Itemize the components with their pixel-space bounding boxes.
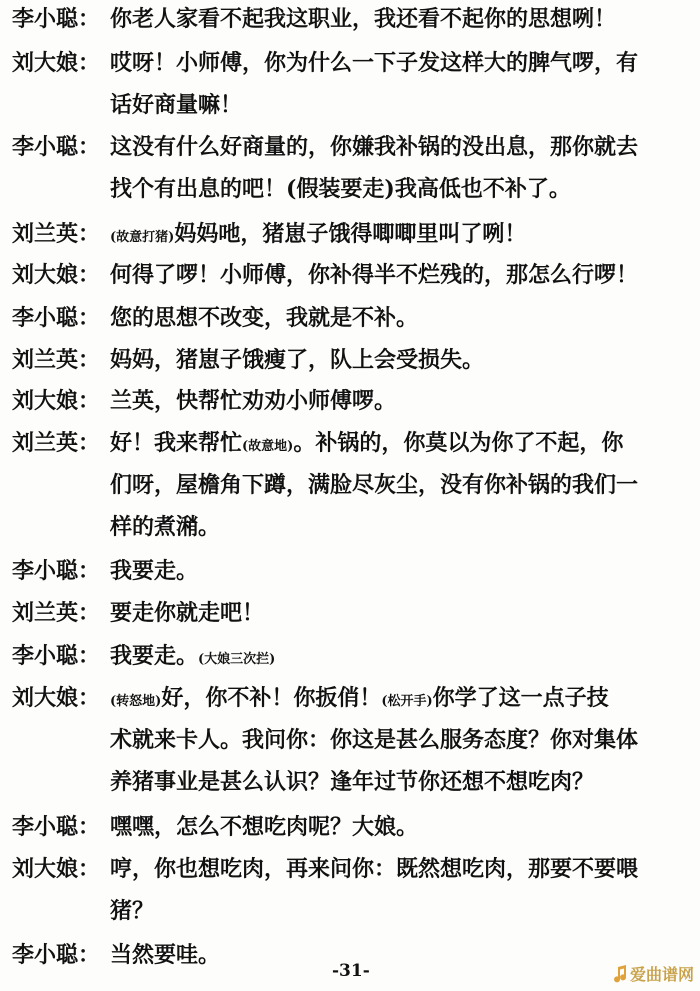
dialogue-continuation: 们呀，屋檐角下蹲，满脸尽灰尘，没有你补锅的我们一 [110,472,639,498]
dialogue-text [110,262,638,288]
dialogue-segment: 哼，你也想吃肉，再来问你：既然想吃肉，那要不要喂 [110,856,639,882]
stage-direction: (松开手) [381,694,433,709]
stage-direction: (故意打猪) [110,230,175,245]
dialogue-text [110,814,418,840]
dialogue-text [110,558,198,584]
speaker-name: 李小聪： [12,6,101,32]
dialogue-continuation: 话好商量嘛！ [110,92,243,118]
speaker-name: 李小聪： [12,558,101,584]
dialogue-segment: 嘿嘿，怎么不想吃肉呢？大娘。 [110,814,419,840]
dialogue-continuation: 找个有出息的吧！(假装要走)我高低也不补了。 [110,176,571,202]
dialogue-segment: 你学了这一点子技 [432,685,609,711]
page-number: -31- [332,961,370,981]
music-note-icon [612,965,628,983]
speaker-name: 李小聪： [12,814,101,840]
dialogue-segment: 要走你就走吧！ [110,600,265,626]
dialogue-continuation: 猪？ [110,898,155,924]
dialogue-segment: 您的思想不改变，我就是不补。 [110,305,419,331]
dialogue-segment: 哎呀！小师傅，你为什么一下子发这样大的脾气啰，有 [110,50,639,76]
site-watermark [612,962,694,985]
dialogue-segment: 好！我来帮忙 [110,430,243,456]
dialogue-text [110,221,526,251]
dialogue-text [110,430,623,460]
dialogue-segment: 。补锅的，你莫以为你了不起，你 [293,430,624,456]
stage-direction: (故意地) [242,439,294,454]
dialogue-continuation: 术就来卡人。我问你：你这是甚么服务态度？你对集体 [110,727,639,753]
dialogue-continuation: 样的煮潲。 [110,514,221,540]
dialogue-text [110,600,264,626]
speaker-name: 刘兰英： [12,430,101,456]
dialogue-text [110,50,638,76]
speaker-name: 刘大娘： [12,50,101,76]
dialogue-segment: 我要走。 [110,643,199,669]
stage-direction: (大娘三次拦) [198,652,276,667]
dialogue-segment: 你老人家看不起我这职业，我还看不起你的思想咧！ [110,6,617,32]
speaker-name: 刘兰英： [12,600,101,626]
dialogue-text [110,347,484,373]
dialogue-continuation: 养猪事业是甚么认识？逢年过节你还想不想吃肉？ [110,769,595,795]
stage-direction: (转怒地) [110,694,162,709]
speaker-name: 李小聪： [12,643,101,669]
watermark-text: 爱曲谱网 [629,965,694,984]
dialogue-segment: 妈妈吔，猪崽子饿得唧唧里叫了咧！ [174,221,527,247]
dialogue-segment: 妈妈，猪崽子饿瘦了，队上会受损失。 [110,347,485,373]
dialogue-segment: 当然要哇。 [110,942,221,968]
dialogue-segment: 我要走。 [110,558,199,584]
speaker-name: 刘大娘： [12,262,101,288]
dialogue-text [110,643,275,673]
speaker-name: 李小聪： [12,942,101,968]
dialogue-text [110,942,220,968]
dialogue-text [110,685,609,715]
speaker-name: 刘大娘： [12,388,101,414]
dialogue-text [110,305,418,331]
dialogue-segment: 好，你不补！你扳俏！ [161,685,382,711]
speaker-name: 李小聪： [12,305,101,331]
dialogue-text [110,6,616,32]
dialogue-text [110,388,396,414]
speaker-name: 刘兰英： [12,221,101,247]
dialogue-text [110,134,638,160]
dialogue-segment: 兰英，快帮忙劝劝小师傅啰。 [110,388,397,414]
speaker-name: 刘大娘： [12,856,101,882]
dialogue-segment: 这没有什么好商量的，你嫌我补锅的没出息，那你就去 [110,134,639,160]
speaker-name: 李小聪： [12,134,101,160]
dialogue-text [110,856,638,882]
dialogue-segment: 何得了啰！小师傅，你补得半不烂残的，那怎么行啰！ [110,262,639,288]
speaker-name: 刘兰英： [12,347,101,373]
speaker-name: 刘大娘： [12,685,101,711]
